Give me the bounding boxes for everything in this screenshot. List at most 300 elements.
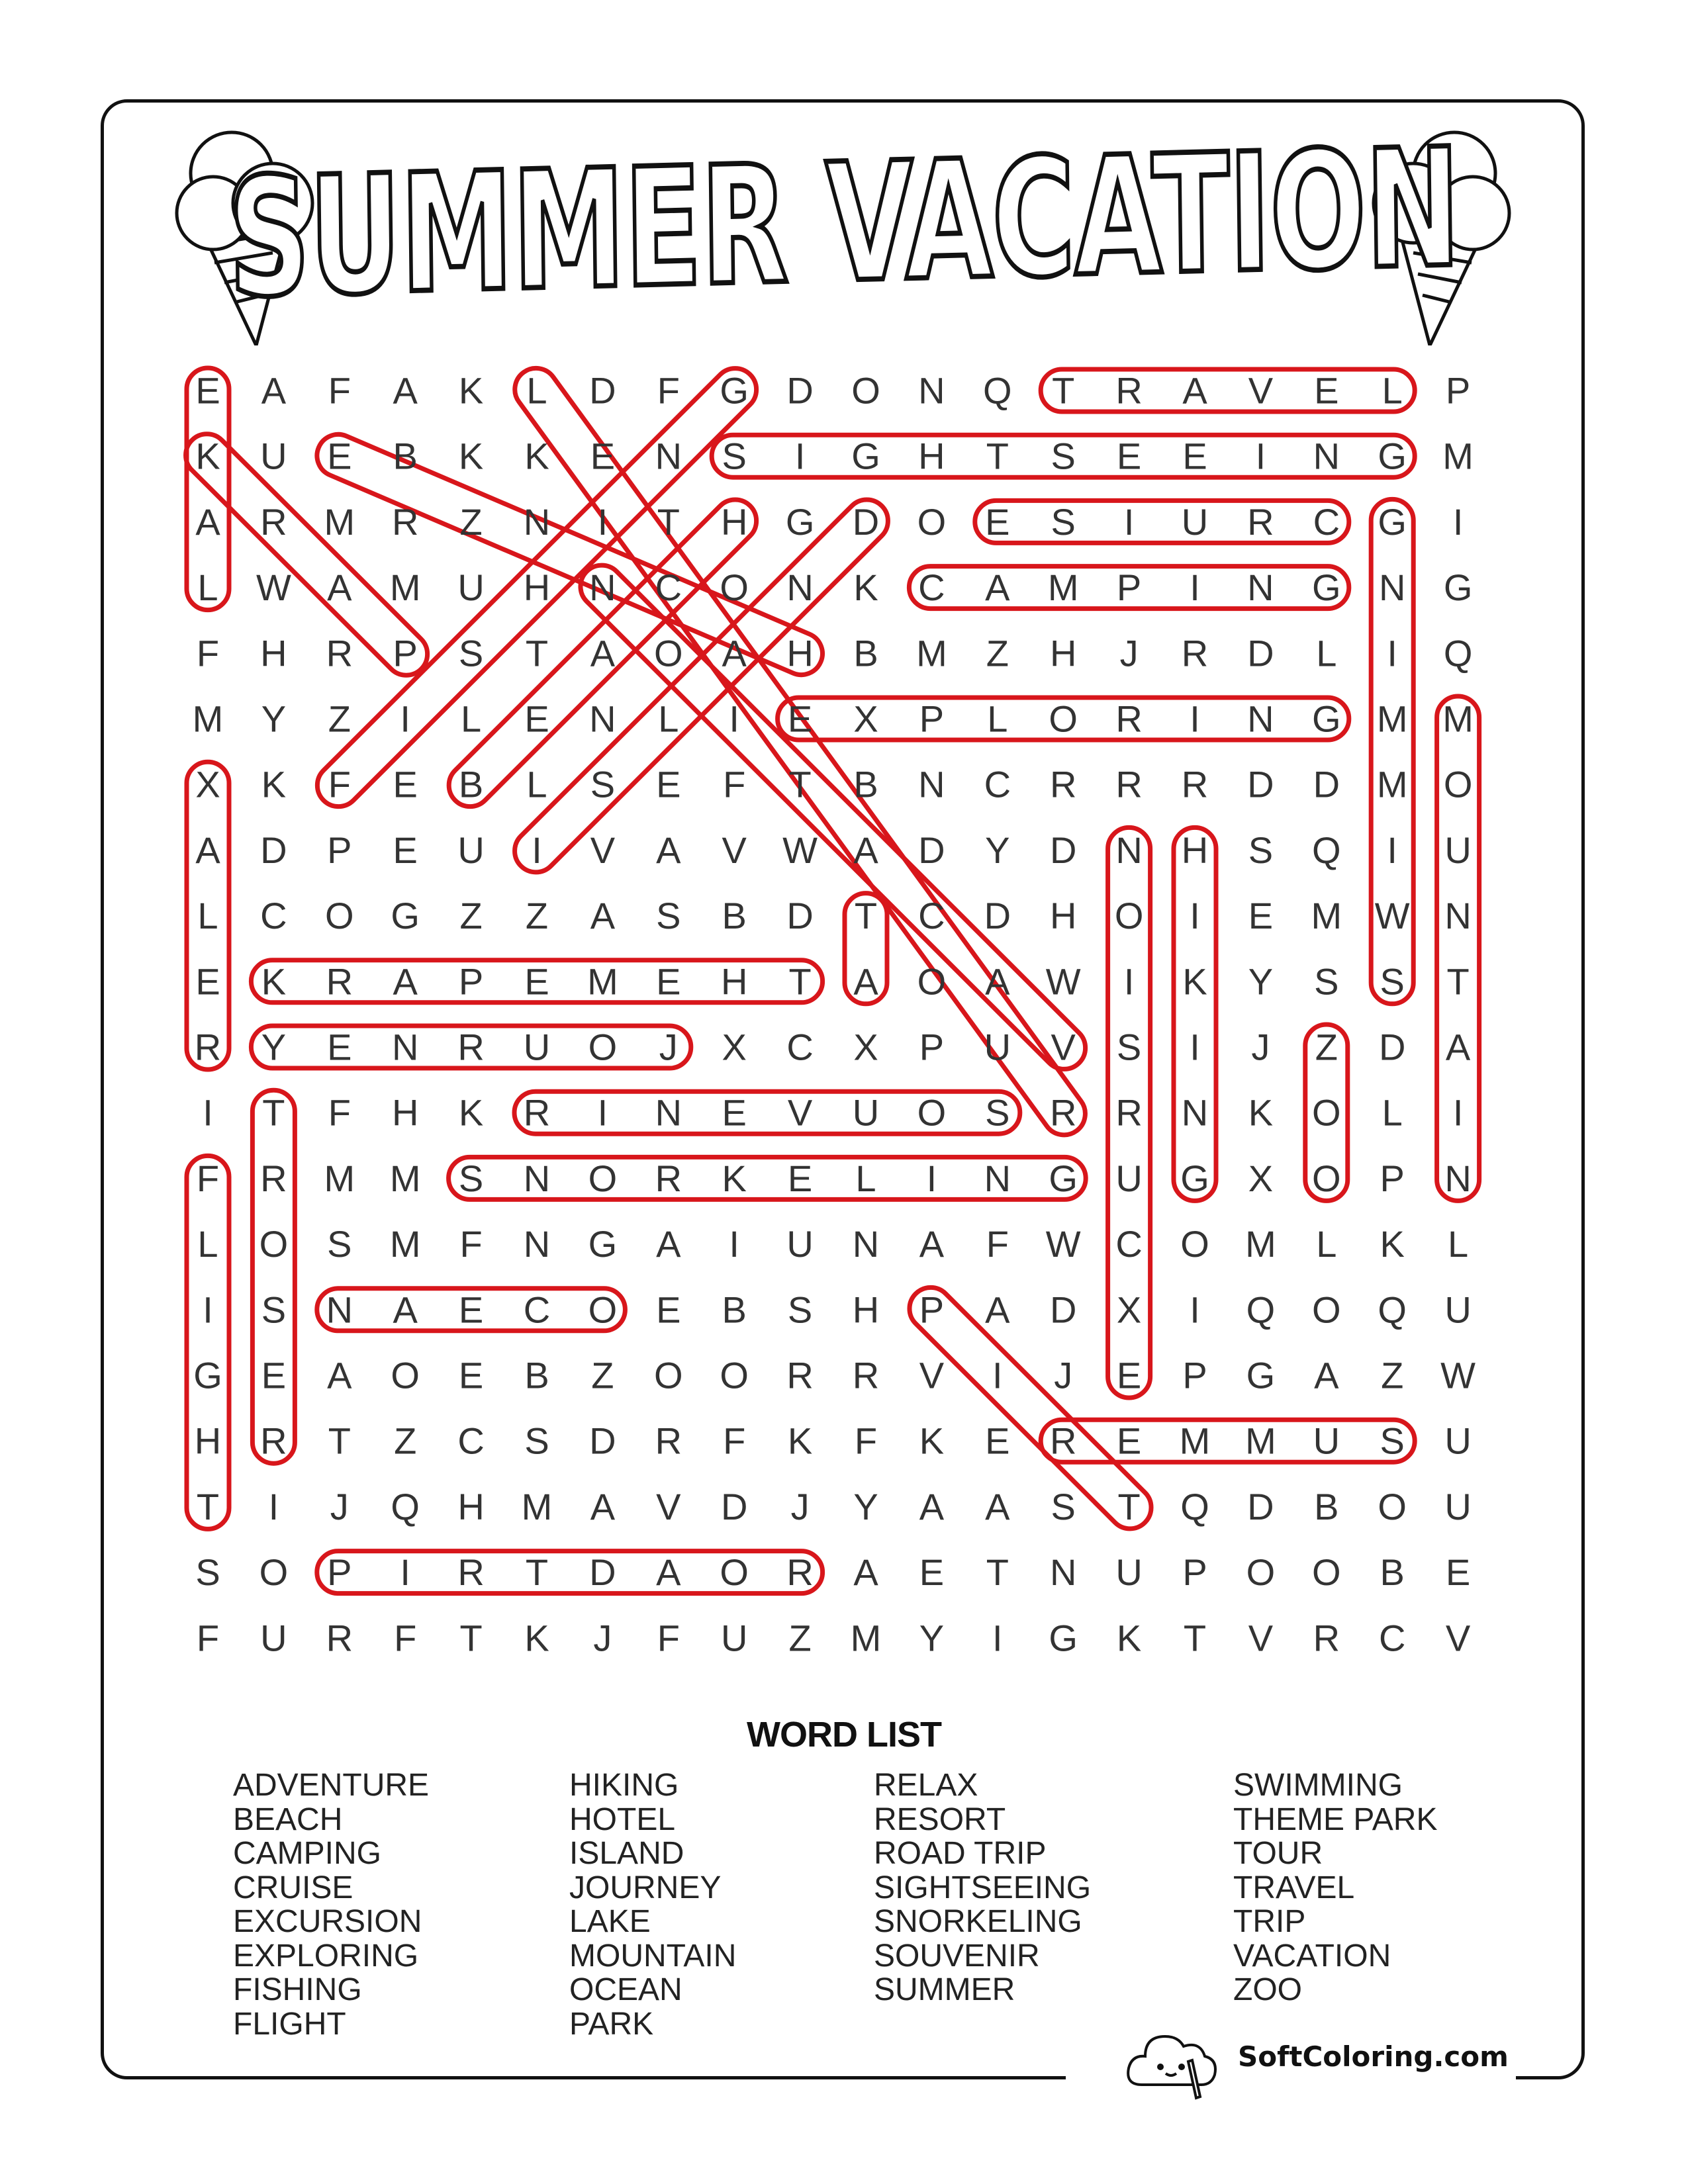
grid-letter[interactable]: I: [1123, 960, 1135, 1003]
grid-letter[interactable]: A: [261, 369, 287, 412]
grid-letter[interactable]: F: [328, 763, 351, 805]
grid-letter[interactable]: K: [524, 1617, 549, 1659]
grid-letter[interactable]: R: [326, 632, 353, 674]
grid-letter[interactable]: D: [1247, 763, 1274, 805]
grid-letter[interactable]: K: [458, 435, 484, 477]
grid-letter[interactable]: U: [852, 1091, 880, 1134]
grid-letter[interactable]: D: [589, 1551, 616, 1594]
grid-letter[interactable]: D: [589, 369, 616, 412]
grid-letter[interactable]: K: [261, 960, 287, 1003]
grid-letter[interactable]: O: [654, 1354, 683, 1396]
grid-letter[interactable]: Q: [391, 1485, 420, 1527]
grid-letter[interactable]: V: [1248, 1617, 1274, 1659]
grid-letter[interactable]: M: [1179, 1420, 1211, 1462]
grid-letter[interactable]: I: [400, 1551, 410, 1594]
grid-letter[interactable]: M: [1376, 698, 1408, 740]
grid-letter[interactable]: T: [854, 895, 878, 937]
grid-letter[interactable]: G: [1049, 1617, 1078, 1659]
grid-letter[interactable]: F: [657, 1617, 680, 1659]
grid-letter[interactable]: P: [327, 1551, 352, 1594]
grid-letter[interactable]: Q: [1312, 829, 1341, 871]
grid-letter[interactable]: X: [853, 698, 878, 740]
grid-letter[interactable]: P: [919, 698, 945, 740]
grid-letter[interactable]: Z: [328, 698, 351, 740]
grid-letter[interactable]: O: [588, 1289, 618, 1331]
grid-letter[interactable]: O: [720, 1551, 749, 1594]
grid-letter[interactable]: M: [389, 567, 421, 609]
grid-letter[interactable]: B: [722, 1289, 747, 1331]
grid-letter[interactable]: U: [1313, 1420, 1340, 1462]
grid-letter[interactable]: R: [1115, 1091, 1143, 1134]
grid-letter[interactable]: K: [1182, 960, 1207, 1003]
grid-letter[interactable]: U: [457, 567, 485, 609]
grid-letter[interactable]: K: [458, 369, 484, 412]
grid-letter[interactable]: D: [1049, 1289, 1077, 1331]
grid-letter[interactable]: E: [393, 763, 418, 805]
grid-letter[interactable]: G: [785, 500, 815, 543]
grid-letter[interactable]: W: [1374, 895, 1410, 937]
grid-letter[interactable]: G: [1378, 500, 1407, 543]
grid-letter[interactable]: T: [262, 1091, 285, 1134]
grid-letter[interactable]: E: [787, 1157, 813, 1199]
grid-letter[interactable]: N: [589, 567, 616, 609]
grid-letter[interactable]: I: [1452, 1091, 1464, 1134]
grid-letter[interactable]: Z: [459, 500, 483, 543]
grid-letter[interactable]: B: [1380, 1551, 1405, 1594]
grid-letter[interactable]: P: [327, 829, 352, 871]
grid-letter[interactable]: S: [1380, 960, 1405, 1003]
grid-letter[interactable]: Z: [986, 632, 1009, 674]
grid-letter[interactable]: H: [1049, 632, 1077, 674]
grid-letter[interactable]: A: [1182, 369, 1207, 412]
grid-letter[interactable]: E: [1248, 895, 1274, 937]
grid-letter[interactable]: S: [1116, 1026, 1142, 1068]
grid-letter[interactable]: M: [389, 1157, 421, 1199]
grid-letter[interactable]: V: [787, 1091, 813, 1134]
grid-letter[interactable]: G: [1443, 567, 1473, 609]
grid-letter[interactable]: Z: [525, 895, 549, 937]
grid-letter[interactable]: S: [1051, 435, 1076, 477]
grid-letter[interactable]: E: [195, 960, 220, 1003]
grid-letter[interactable]: T: [1117, 1485, 1141, 1527]
grid-letter[interactable]: G: [193, 1354, 222, 1396]
grid-letter[interactable]: R: [457, 1551, 485, 1594]
grid-letter[interactable]: R: [260, 500, 287, 543]
grid-letter[interactable]: L: [197, 895, 218, 937]
grid-letter[interactable]: R: [523, 1091, 551, 1134]
grid-letter[interactable]: O: [917, 1091, 947, 1134]
grid-letter[interactable]: B: [853, 763, 878, 805]
grid-letter[interactable]: P: [458, 960, 484, 1003]
grid-letter[interactable]: L: [197, 1223, 218, 1265]
grid-letter[interactable]: X: [1116, 1289, 1142, 1331]
grid-letter[interactable]: D: [1313, 763, 1340, 805]
grid-letter[interactable]: H: [194, 1420, 222, 1462]
grid-letter[interactable]: N: [1049, 1551, 1077, 1594]
grid-letter[interactable]: F: [394, 1617, 417, 1659]
grid-letter[interactable]: C: [260, 895, 287, 937]
grid-letter[interactable]: A: [590, 1485, 616, 1527]
grid-letter[interactable]: I: [597, 500, 608, 543]
grid-letter[interactable]: M: [587, 960, 618, 1003]
grid-letter[interactable]: T: [788, 960, 812, 1003]
grid-letter[interactable]: D: [786, 369, 814, 412]
grid-letter[interactable]: T: [986, 1551, 1009, 1594]
grid-letter[interactable]: A: [656, 829, 681, 871]
grid-letter[interactable]: R: [1181, 763, 1209, 805]
grid-letter[interactable]: L: [987, 698, 1008, 740]
grid-letter[interactable]: B: [722, 895, 747, 937]
grid-letter[interactable]: I: [203, 1091, 213, 1134]
grid-letter[interactable]: W: [1440, 1354, 1476, 1396]
grid-letter[interactable]: D: [984, 895, 1011, 937]
grid-letter[interactable]: O: [588, 1026, 618, 1068]
grid-letter[interactable]: O: [391, 1354, 420, 1396]
grid-letter[interactable]: H: [786, 632, 814, 674]
grid-letter[interactable]: L: [1448, 1223, 1469, 1265]
grid-letter[interactable]: R: [852, 1354, 880, 1396]
grid-letter[interactable]: R: [1049, 1420, 1077, 1462]
grid-letter[interactable]: I: [992, 1617, 1003, 1659]
grid-letter[interactable]: B: [853, 632, 878, 674]
grid-letter[interactable]: P: [1182, 1551, 1207, 1594]
grid-letter[interactable]: P: [919, 1026, 945, 1068]
grid-letter[interactable]: E: [787, 698, 813, 740]
grid-letter[interactable]: G: [851, 435, 880, 477]
grid-letter[interactable]: F: [986, 1223, 1009, 1265]
grid-letter[interactable]: G: [391, 895, 420, 937]
grid-letter[interactable]: S: [195, 1551, 220, 1594]
grid-letter[interactable]: N: [523, 1223, 551, 1265]
grid-letter[interactable]: R: [194, 1026, 222, 1068]
grid-letter[interactable]: M: [1376, 763, 1408, 805]
grid-letter[interactable]: H: [1049, 895, 1077, 937]
grid-letter[interactable]: O: [1246, 1551, 1276, 1594]
grid-letter[interactable]: S: [327, 1223, 352, 1265]
grid-letter[interactable]: O: [851, 369, 880, 412]
grid-letter[interactable]: U: [720, 1617, 748, 1659]
grid-letter[interactable]: S: [458, 1157, 484, 1199]
grid-letter[interactable]: C: [786, 1026, 814, 1068]
grid-letter[interactable]: R: [326, 1617, 353, 1659]
grid-letter[interactable]: E: [1314, 369, 1339, 412]
grid-letter[interactable]: E: [656, 960, 681, 1003]
grid-letter[interactable]: N: [1115, 829, 1143, 871]
grid-letter[interactable]: O: [720, 1354, 749, 1396]
grid-letter[interactable]: S: [656, 895, 681, 937]
grid-letter[interactable]: E: [1116, 435, 1142, 477]
grid-letter[interactable]: J: [1251, 1026, 1270, 1068]
grid-letter[interactable]: T: [1052, 369, 1075, 412]
grid-letter[interactable]: H: [1181, 829, 1209, 871]
grid-letter[interactable]: T: [328, 1420, 351, 1462]
grid-letter[interactable]: D: [1049, 829, 1077, 871]
grid-letter[interactable]: R: [391, 500, 419, 543]
grid-letter[interactable]: C: [918, 567, 945, 609]
grid-letter[interactable]: N: [1181, 1091, 1209, 1134]
grid-letter[interactable]: J: [1054, 1354, 1073, 1396]
grid-letter[interactable]: I: [1190, 895, 1200, 937]
grid-letter[interactable]: I: [597, 1091, 608, 1134]
grid-letter[interactable]: M: [521, 1485, 553, 1527]
grid-letter[interactable]: X: [853, 1026, 878, 1068]
grid-letter[interactable]: L: [526, 369, 547, 412]
grid-letter[interactable]: M: [1442, 435, 1474, 477]
grid-letter[interactable]: S: [985, 1091, 1010, 1134]
grid-letter[interactable]: R: [260, 1420, 287, 1462]
grid-letter[interactable]: K: [1380, 1223, 1405, 1265]
grid-letter[interactable]: N: [918, 763, 945, 805]
grid-letter[interactable]: P: [1116, 567, 1142, 609]
grid-letter[interactable]: G: [720, 369, 749, 412]
grid-letter[interactable]: W: [256, 567, 291, 609]
grid-letter[interactable]: O: [720, 567, 749, 609]
grid-letter[interactable]: J: [790, 1485, 810, 1527]
grid-letter[interactable]: G: [1312, 698, 1341, 740]
grid-letter[interactable]: I: [1190, 698, 1200, 740]
grid-letter[interactable]: B: [393, 435, 418, 477]
grid-letter[interactable]: U: [1444, 829, 1472, 871]
grid-letter[interactable]: S: [1051, 500, 1076, 543]
grid-letter[interactable]: I: [1190, 1026, 1200, 1068]
grid-letter[interactable]: L: [461, 698, 482, 740]
grid-letter[interactable]: I: [1123, 500, 1135, 543]
grid-letter[interactable]: I: [532, 829, 542, 871]
grid-letter[interactable]: P: [1380, 1157, 1405, 1199]
grid-letter[interactable]: E: [656, 763, 681, 805]
grid-letter[interactable]: Z: [394, 1420, 417, 1462]
grid-letter[interactable]: L: [658, 698, 679, 740]
grid-letter[interactable]: U: [1444, 1289, 1472, 1331]
grid-letter[interactable]: O: [1114, 895, 1144, 937]
grid-letter[interactable]: S: [787, 1289, 813, 1331]
grid-letter[interactable]: C: [918, 895, 945, 937]
grid-letter[interactable]: R: [786, 1354, 814, 1396]
grid-letter[interactable]: A: [656, 1551, 681, 1594]
grid-letter[interactable]: D: [918, 829, 945, 871]
grid-letter[interactable]: R: [1049, 1091, 1077, 1134]
grid-letter[interactable]: R: [655, 1157, 682, 1199]
grid-letter[interactable]: T: [1446, 960, 1470, 1003]
grid-letter[interactable]: W: [1045, 1223, 1081, 1265]
grid-letter[interactable]: E: [524, 960, 549, 1003]
grid-letter[interactable]: F: [196, 632, 220, 674]
grid-letter[interactable]: R: [457, 1026, 485, 1068]
grid-letter[interactable]: O: [1049, 698, 1078, 740]
grid-letter[interactable]: A: [590, 895, 616, 937]
grid-letter[interactable]: K: [458, 1091, 484, 1134]
grid-letter[interactable]: S: [1380, 1420, 1405, 1462]
grid-letter[interactable]: L: [1382, 369, 1403, 412]
grid-letter[interactable]: T: [657, 500, 680, 543]
grid-letter[interactable]: U: [786, 1223, 814, 1265]
grid-letter[interactable]: A: [590, 632, 616, 674]
grid-letter[interactable]: T: [986, 435, 1009, 477]
grid-letter[interactable]: A: [919, 1223, 945, 1265]
grid-letter[interactable]: C: [1378, 1617, 1406, 1659]
grid-letter[interactable]: R: [1313, 1617, 1340, 1659]
grid-letter[interactable]: D: [589, 1420, 616, 1462]
grid-letter[interactable]: T: [525, 1551, 549, 1594]
grid-letter[interactable]: I: [1452, 500, 1464, 543]
grid-letter[interactable]: K: [1116, 1617, 1142, 1659]
grid-letter[interactable]: H: [720, 960, 748, 1003]
grid-letter[interactable]: R: [1115, 763, 1143, 805]
grid-letter[interactable]: L: [855, 1157, 876, 1199]
grid-letter[interactable]: T: [1183, 1617, 1207, 1659]
grid-letter[interactable]: F: [196, 1157, 220, 1199]
grid-letter[interactable]: L: [1316, 632, 1337, 674]
grid-letter[interactable]: S: [458, 632, 484, 674]
grid-letter[interactable]: U: [1444, 1420, 1472, 1462]
grid-letter[interactable]: Z: [591, 1354, 614, 1396]
grid-letter[interactable]: F: [657, 369, 680, 412]
grid-letter[interactable]: K: [787, 1420, 813, 1462]
grid-letter[interactable]: M: [1311, 895, 1342, 937]
grid-letter[interactable]: N: [1313, 435, 1340, 477]
grid-letter[interactable]: E: [985, 500, 1010, 543]
grid-letter[interactable]: Q: [1378, 1289, 1407, 1331]
grid-letter[interactable]: P: [919, 1289, 945, 1331]
grid-letter[interactable]: M: [1245, 1420, 1276, 1462]
grid-letter[interactable]: A: [195, 829, 220, 871]
grid-letter[interactable]: L: [526, 763, 547, 805]
grid-letter[interactable]: O: [1312, 1157, 1341, 1199]
grid-letter[interactable]: I: [268, 1485, 279, 1527]
grid-letter[interactable]: T: [788, 763, 812, 805]
grid-letter[interactable]: F: [723, 1420, 746, 1462]
grid-letter[interactable]: U: [1115, 1551, 1143, 1594]
grid-letter[interactable]: E: [722, 1091, 747, 1134]
grid-letter[interactable]: C: [984, 763, 1011, 805]
grid-letter[interactable]: O: [259, 1223, 289, 1265]
grid-letter[interactable]: J: [659, 1026, 678, 1068]
grid-letter[interactable]: F: [723, 763, 746, 805]
grid-letter[interactable]: E: [393, 829, 418, 871]
grid-letter[interactable]: B: [1314, 1485, 1339, 1527]
grid-letter[interactable]: C: [655, 567, 682, 609]
grid-letter[interactable]: O: [1312, 1091, 1341, 1134]
grid-letter[interactable]: J: [593, 1617, 612, 1659]
grid-letter[interactable]: F: [459, 1223, 483, 1265]
grid-letter[interactable]: I: [992, 1354, 1003, 1396]
grid-letter[interactable]: W: [782, 829, 818, 871]
grid-letter[interactable]: F: [328, 369, 351, 412]
grid-letter[interactable]: Q: [1180, 1485, 1209, 1527]
grid-letter[interactable]: E: [524, 698, 549, 740]
grid-letter[interactable]: K: [195, 435, 220, 477]
grid-letter[interactable]: V: [1445, 1617, 1471, 1659]
grid-letter[interactable]: I: [203, 1289, 213, 1331]
grid-letter[interactable]: M: [324, 1157, 355, 1199]
grid-letter[interactable]: V: [919, 1354, 945, 1396]
grid-letter[interactable]: U: [457, 829, 485, 871]
grid-letter[interactable]: G: [588, 1223, 618, 1265]
grid-letter[interactable]: I: [1387, 632, 1397, 674]
grid-letter[interactable]: O: [917, 500, 947, 543]
grid-letter[interactable]: N: [1247, 698, 1274, 740]
grid-letter[interactable]: G: [1180, 1157, 1209, 1199]
grid-letter[interactable]: I: [729, 1223, 739, 1265]
grid-letter[interactable]: S: [590, 763, 616, 805]
grid-letter[interactable]: A: [393, 960, 418, 1003]
grid-letter[interactable]: A: [722, 632, 747, 674]
grid-letter[interactable]: M: [1047, 567, 1079, 609]
grid-letter[interactable]: D: [786, 895, 814, 937]
grid-letter[interactable]: F: [328, 1091, 351, 1134]
grid-letter[interactable]: Y: [261, 698, 287, 740]
grid-letter[interactable]: N: [1247, 567, 1274, 609]
grid-letter[interactable]: E: [590, 435, 616, 477]
grid-letter[interactable]: U: [523, 1026, 551, 1068]
grid-letter[interactable]: I: [1387, 829, 1397, 871]
grid-letter[interactable]: S: [722, 435, 747, 477]
grid-letter[interactable]: Y: [919, 1617, 945, 1659]
grid-letter[interactable]: O: [588, 1157, 618, 1199]
grid-letter[interactable]: N: [655, 435, 682, 477]
grid-letter[interactable]: R: [1115, 369, 1143, 412]
grid-letter[interactable]: U: [1115, 1157, 1143, 1199]
grid-letter[interactable]: E: [1116, 1420, 1142, 1462]
grid-letter[interactable]: K: [524, 435, 549, 477]
grid-letter[interactable]: O: [1312, 1289, 1341, 1331]
grid-letter[interactable]: V: [1248, 369, 1274, 412]
grid-letter[interactable]: C: [1115, 1223, 1143, 1265]
grid-letter[interactable]: C: [1313, 500, 1340, 543]
grid-letter[interactable]: Z: [788, 1617, 812, 1659]
grid-letter[interactable]: G: [1312, 567, 1341, 609]
grid-letter[interactable]: E: [1445, 1551, 1471, 1594]
grid-letter[interactable]: F: [196, 1617, 220, 1659]
grid-letter[interactable]: C: [523, 1289, 551, 1331]
grid-letter[interactable]: N: [523, 1157, 551, 1199]
grid-letter[interactable]: T: [459, 1617, 483, 1659]
grid-letter[interactable]: M: [1245, 1223, 1276, 1265]
grid-letter[interactable]: M: [192, 698, 224, 740]
grid-letter[interactable]: H: [852, 1289, 880, 1331]
grid-letter[interactable]: J: [330, 1485, 349, 1527]
grid-letter[interactable]: O: [654, 632, 683, 674]
grid-letter[interactable]: N: [589, 698, 616, 740]
grid-letter[interactable]: X: [722, 1026, 747, 1068]
grid-letter[interactable]: R: [786, 1551, 814, 1594]
grid-letter[interactable]: O: [917, 960, 947, 1003]
grid-letter[interactable]: A: [853, 1551, 878, 1594]
grid-letter[interactable]: A: [985, 567, 1010, 609]
grid-letter[interactable]: U: [1181, 500, 1209, 543]
grid-letter[interactable]: P: [393, 632, 418, 674]
grid-letter[interactable]: X: [195, 763, 220, 805]
grid-letter[interactable]: N: [523, 500, 551, 543]
grid-letter[interactable]: N: [786, 567, 814, 609]
grid-letter[interactable]: E: [327, 1026, 352, 1068]
grid-letter[interactable]: I: [1255, 435, 1266, 477]
grid-letter[interactable]: I: [1190, 1289, 1200, 1331]
grid-letter[interactable]: E: [458, 1354, 484, 1396]
grid-letter[interactable]: G: [1246, 1354, 1276, 1396]
grid-letter[interactable]: A: [985, 1485, 1010, 1527]
grid-letter[interactable]: E: [327, 435, 352, 477]
grid-letter[interactable]: S: [1314, 960, 1339, 1003]
grid-letter[interactable]: H: [391, 1091, 419, 1134]
grid-letter[interactable]: E: [195, 369, 220, 412]
grid-letter[interactable]: N: [1378, 567, 1406, 609]
grid-letter[interactable]: P: [1182, 1354, 1207, 1396]
grid-letter[interactable]: W: [1045, 960, 1081, 1003]
grid-letter[interactable]: A: [853, 960, 878, 1003]
grid-letter[interactable]: H: [918, 435, 945, 477]
grid-letter[interactable]: E: [1116, 1354, 1142, 1396]
